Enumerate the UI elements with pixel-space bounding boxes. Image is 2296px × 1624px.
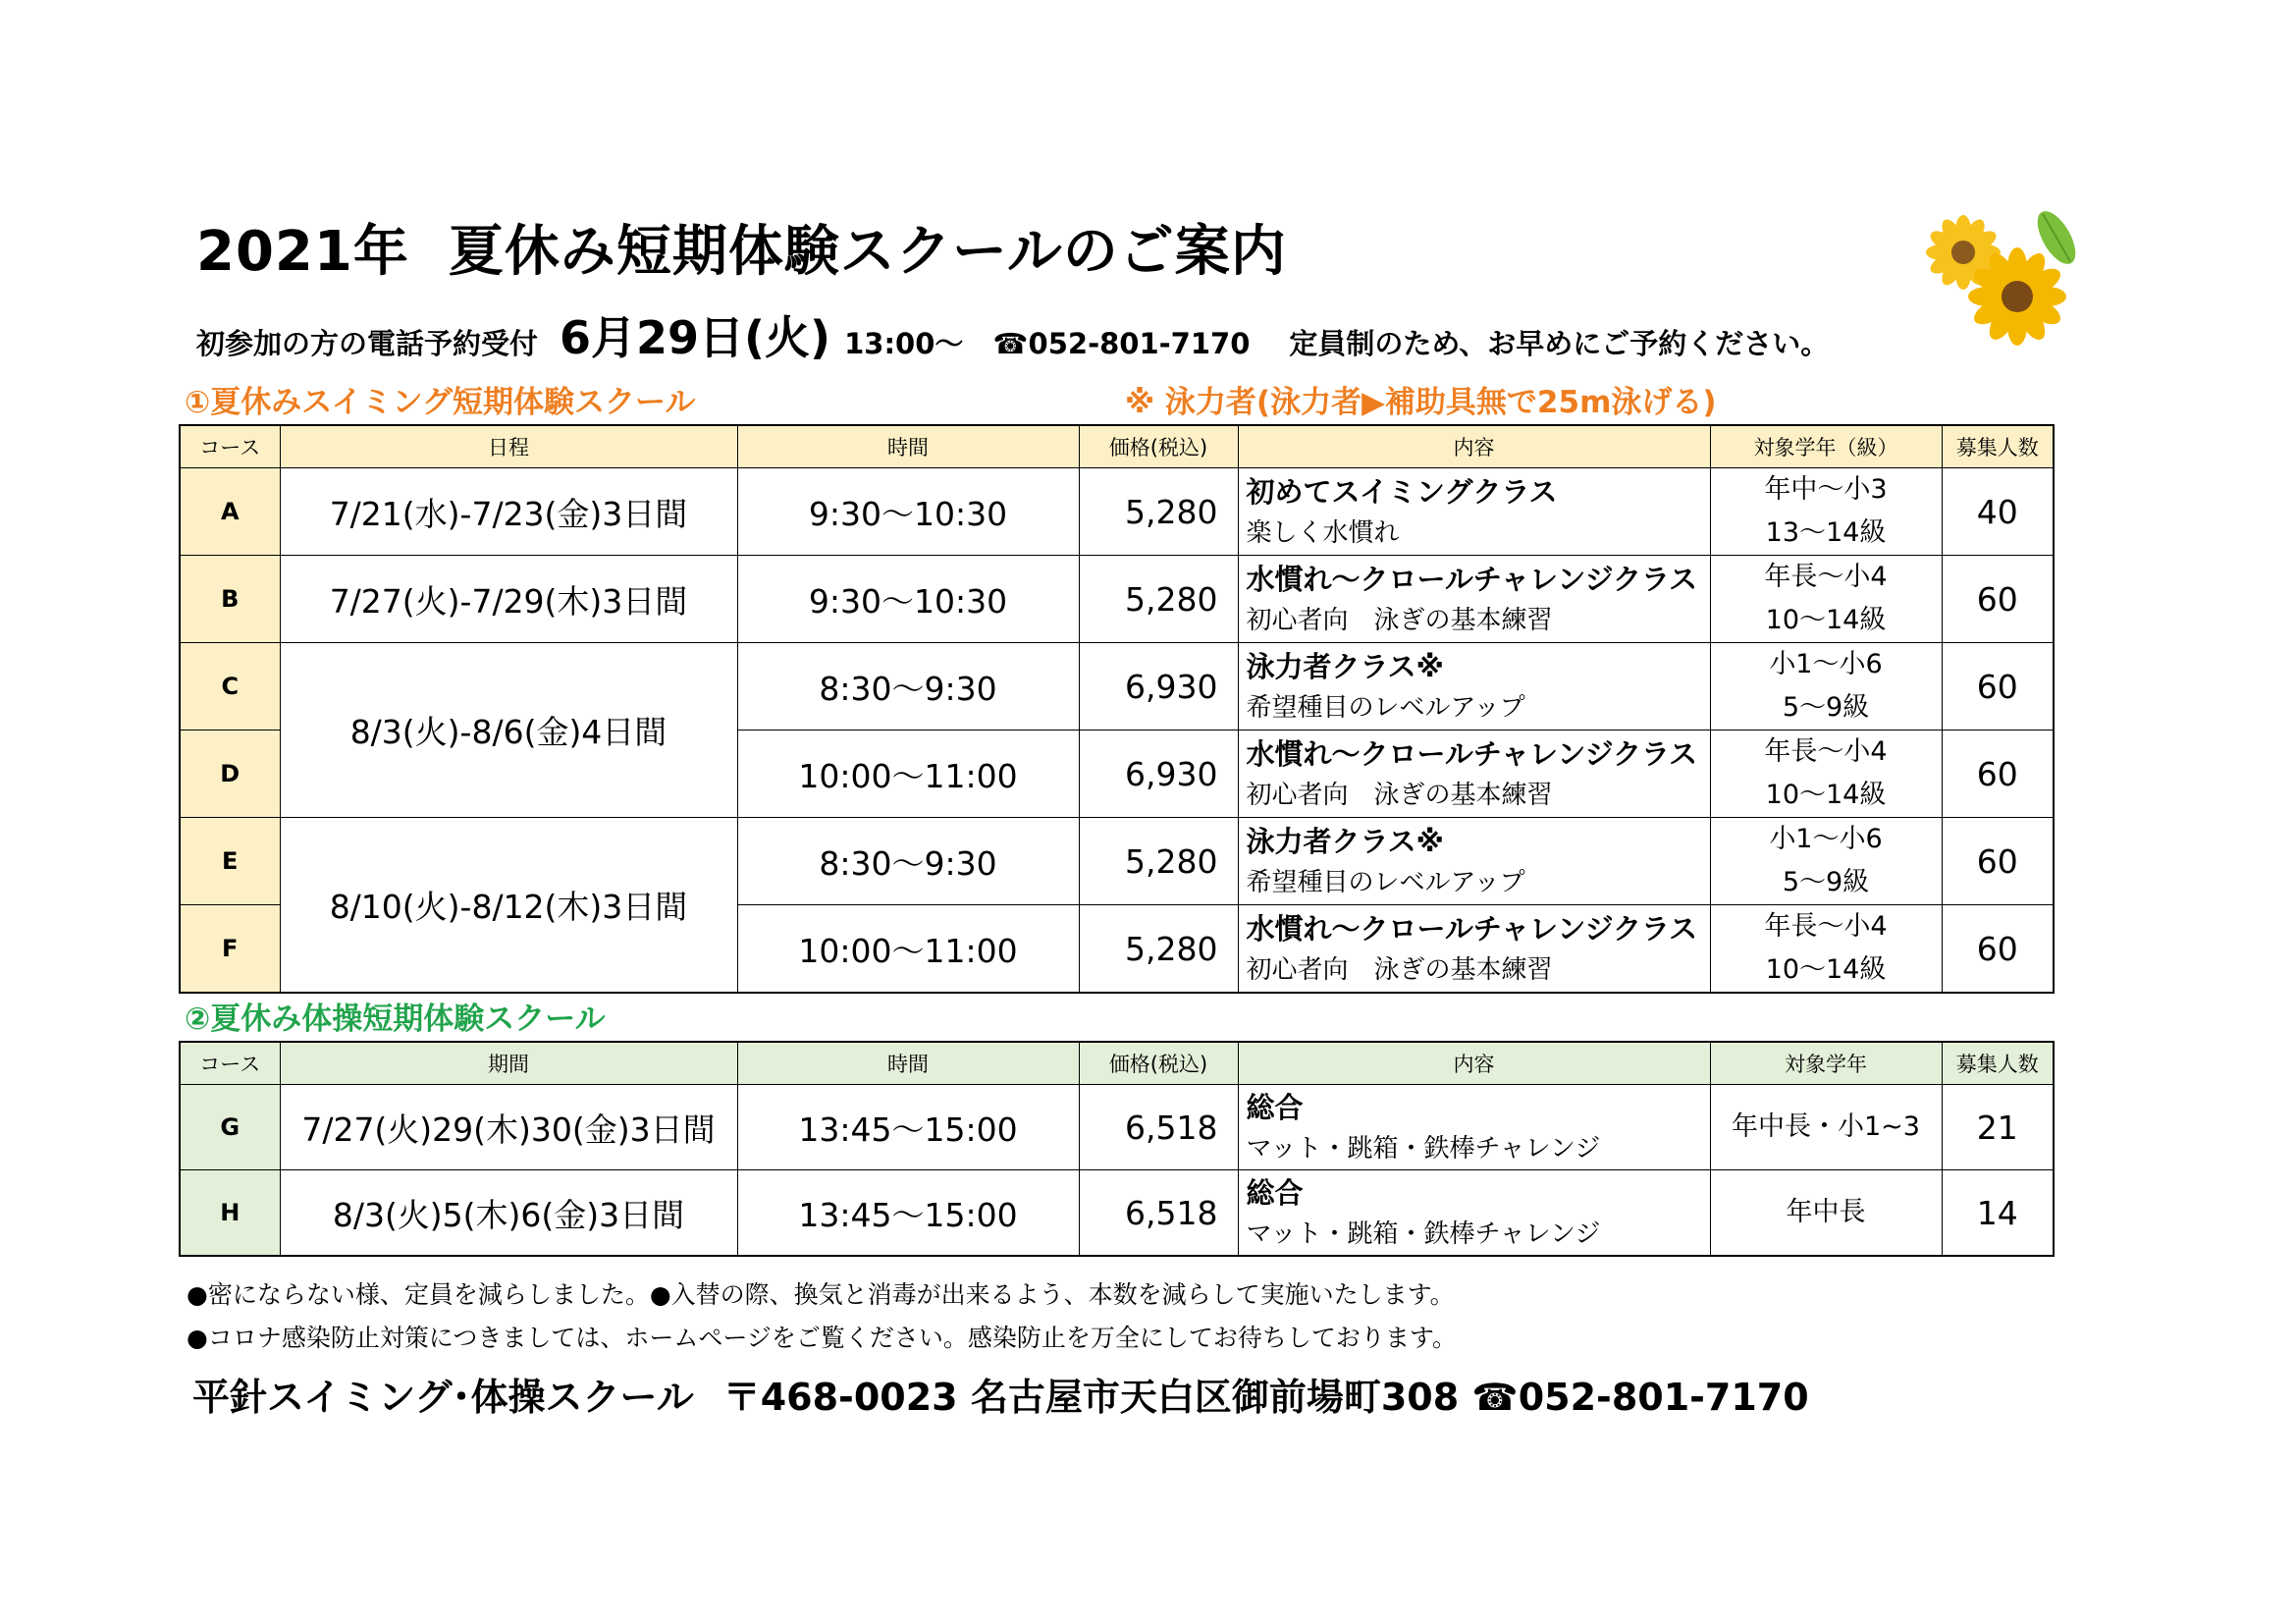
class-description: マット・跳箱・鉄棒チャレンジ: [1246, 1219, 1601, 1249]
sunflower-icon: [1919, 208, 2086, 355]
class-description: 楽しく水慣れ: [1246, 518, 1400, 548]
reservation-notice: 定員制のため、お早めにご予約ください。: [1289, 327, 1830, 360]
header-time: 時間: [737, 1042, 1079, 1085]
table-row: [180, 556, 2054, 643]
course-code: G: [180, 1085, 280, 1170]
course-capacity: 60: [1942, 905, 2054, 994]
notes: [187, 1273, 1457, 1360]
footer: [192, 1367, 1809, 1421]
course-capacity: 60: [1942, 731, 2054, 818]
school-phone: ☎052-801-7170: [1471, 1376, 1809, 1419]
header-capacity: 募集人数: [1942, 425, 2054, 468]
course-price: 5,280: [1079, 905, 1238, 994]
header-dates: 日程: [280, 425, 737, 468]
course-content: [1238, 818, 1710, 905]
course-time: 10:00～11:00: [737, 731, 1079, 818]
table-header-row: [180, 1042, 2054, 1085]
class-description: 希望種目のレベルアップ: [1246, 693, 1525, 723]
course-capacity: 40: [1942, 468, 2054, 556]
title-year: 2021年: [196, 220, 409, 284]
course-time: 13:45～15:00: [737, 1170, 1079, 1257]
table-row: [180, 1085, 2054, 1170]
table-row: [180, 643, 2054, 731]
header-target: 対象学年（級）: [1710, 425, 1942, 468]
target-grade: 年長～小4: [1764, 911, 1888, 942]
course-content: [1238, 556, 1710, 643]
class-name: 総合: [1246, 1091, 1304, 1124]
course-dates: 8/10(火)-8/12(木)3日間: [280, 818, 737, 994]
header-time: 時間: [737, 425, 1079, 468]
course-content: [1238, 1170, 1710, 1257]
reservation-line: [196, 302, 1829, 367]
course-price: 5,280: [1079, 468, 1238, 556]
target-level: 10～14級: [1765, 954, 1887, 985]
course-target: [1710, 818, 1942, 905]
target-grade: 年中長: [1710, 1170, 1942, 1257]
gym-schedule-table: [179, 1041, 2055, 1257]
note-line: ●密にならない様、定員を減らしました。●入替の際、換気と消毒が出来るよう、本数を減らして実施いたします。: [187, 1280, 1455, 1309]
course-target: [1710, 905, 1942, 994]
course-content: [1238, 1085, 1710, 1170]
course-capacity: 60: [1942, 643, 2054, 731]
school-name: 平針スイミング･体操スクール: [192, 1376, 694, 1419]
reservation-date: 6月29日(火): [560, 311, 831, 364]
target-grade: 年中長・小1~3: [1710, 1085, 1942, 1170]
course-capacity: 14: [1942, 1170, 2054, 1257]
course-content: [1238, 643, 1710, 731]
target-grade: 小1～小6: [1769, 649, 1883, 679]
course-content: [1238, 731, 1710, 818]
school-address: 〒468-0023 名古屋市天白区御前場町308: [722, 1376, 1460, 1419]
course-code: F: [180, 905, 280, 994]
target-grade: 年長～小4: [1764, 562, 1888, 592]
table-row: [180, 818, 2054, 905]
course-target: [1710, 556, 1942, 643]
course-code: D: [180, 731, 280, 818]
course-price: 6,518: [1079, 1085, 1238, 1170]
class-name: 初めてスイミングクラス: [1246, 475, 1558, 509]
course-capacity: 60: [1942, 556, 2054, 643]
course-time: 9:30～10:30: [737, 468, 1079, 556]
target-level: 10～14級: [1765, 605, 1887, 635]
header-content: 内容: [1238, 1042, 1710, 1085]
class-description: 希望種目のレベルアップ: [1246, 868, 1525, 897]
header-price: 価格(税込): [1079, 425, 1238, 468]
header-target: 対象学年: [1710, 1042, 1942, 1085]
course-content: [1238, 468, 1710, 556]
course-code: B: [180, 556, 280, 643]
course-price: 5,280: [1079, 818, 1238, 905]
course-code: A: [180, 468, 280, 556]
header-course: コース: [180, 425, 280, 468]
gym-section-title: ②夏休み体操短期体験スクール: [185, 1001, 606, 1037]
swim-section-note: ※ 泳力者(泳力者▶補助具無で25m泳げる): [1125, 385, 1717, 420]
page-title: [196, 208, 1287, 287]
course-target: [1710, 731, 1942, 818]
target-level: 13～14級: [1765, 517, 1887, 548]
course-dates: 7/27(火)-7/29(木)3日間: [280, 556, 737, 643]
class-name: 水慣れ～クロールチャレンジクラス: [1246, 912, 1698, 946]
class-description: 初心者向 泳ぎの基本練習: [1246, 955, 1553, 985]
course-target: [1710, 643, 1942, 731]
header-course: コース: [180, 1042, 280, 1085]
table-header-row: [180, 425, 2054, 468]
target-grade: 年中～小3: [1764, 474, 1888, 505]
course-price: 6,930: [1079, 643, 1238, 731]
swim-section-title: ①夏休みスイミング短期体験スクール: [185, 385, 696, 420]
course-price: 6,930: [1079, 731, 1238, 818]
phone-number: ☎052-801-7170: [992, 327, 1251, 360]
table-row: [180, 1170, 2054, 1257]
course-dates: 8/3(火)-8/6(金)4日間: [280, 643, 737, 818]
course-code: C: [180, 643, 280, 731]
course-time: 13:45～15:00: [737, 1085, 1079, 1170]
reservation-time: 13:00～: [844, 327, 964, 360]
title-text: 夏休み短期体験スクールのご案内: [448, 220, 1287, 284]
note-line: ●コロナ感染防止対策につきましては、ホームページをご覧ください。感染防止を万全にしてお待ちしております。: [187, 1324, 1457, 1352]
course-dates: 8/3(火)5(木)6(金)3日間: [280, 1170, 737, 1257]
course-time: 8:30～9:30: [737, 818, 1079, 905]
course-capacity: 21: [1942, 1085, 2054, 1170]
target-level: 5～9級: [1782, 867, 1870, 897]
class-name: 泳力者クラス※: [1246, 650, 1444, 683]
header-dates: 期間: [280, 1042, 737, 1085]
table-row: [180, 468, 2054, 556]
target-grade: 年長～小4: [1764, 736, 1888, 767]
course-code: H: [180, 1170, 280, 1257]
course-code: E: [180, 818, 280, 905]
header-price: 価格(税込): [1079, 1042, 1238, 1085]
target-level: 10～14級: [1765, 780, 1887, 810]
class-name: 水慣れ～クロールチャレンジクラス: [1246, 563, 1698, 596]
reservation-label: 初参加の方の電話予約受付: [196, 327, 539, 360]
header-content: 内容: [1238, 425, 1710, 468]
class-name: 総合: [1246, 1176, 1304, 1210]
class-description: マット・跳箱・鉄棒チャレンジ: [1246, 1134, 1601, 1164]
class-name: 水慣れ～クロールチャレンジクラス: [1246, 737, 1698, 771]
swim-schedule-table: [179, 424, 2055, 994]
class-name: 泳力者クラス※: [1246, 825, 1444, 858]
course-content: [1238, 905, 1710, 994]
class-description: 初心者向 泳ぎの基本練習: [1246, 781, 1553, 810]
class-description: 初心者向 泳ぎの基本練習: [1246, 606, 1553, 635]
course-capacity: 60: [1942, 818, 2054, 905]
course-time: 10:00～11:00: [737, 905, 1079, 994]
course-dates: 7/21(水)-7/23(金)3日間: [280, 468, 737, 556]
target-level: 5～9級: [1782, 692, 1870, 723]
course-price: 6,518: [1079, 1170, 1238, 1257]
target-grade: 小1～小6: [1769, 824, 1883, 854]
course-target: [1710, 468, 1942, 556]
course-time: 9:30～10:30: [737, 556, 1079, 643]
header-capacity: 募集人数: [1942, 1042, 2054, 1085]
course-time: 8:30～9:30: [737, 643, 1079, 731]
course-price: 5,280: [1079, 556, 1238, 643]
course-dates: 7/27(火)29(木)30(金)3日間: [280, 1085, 737, 1170]
